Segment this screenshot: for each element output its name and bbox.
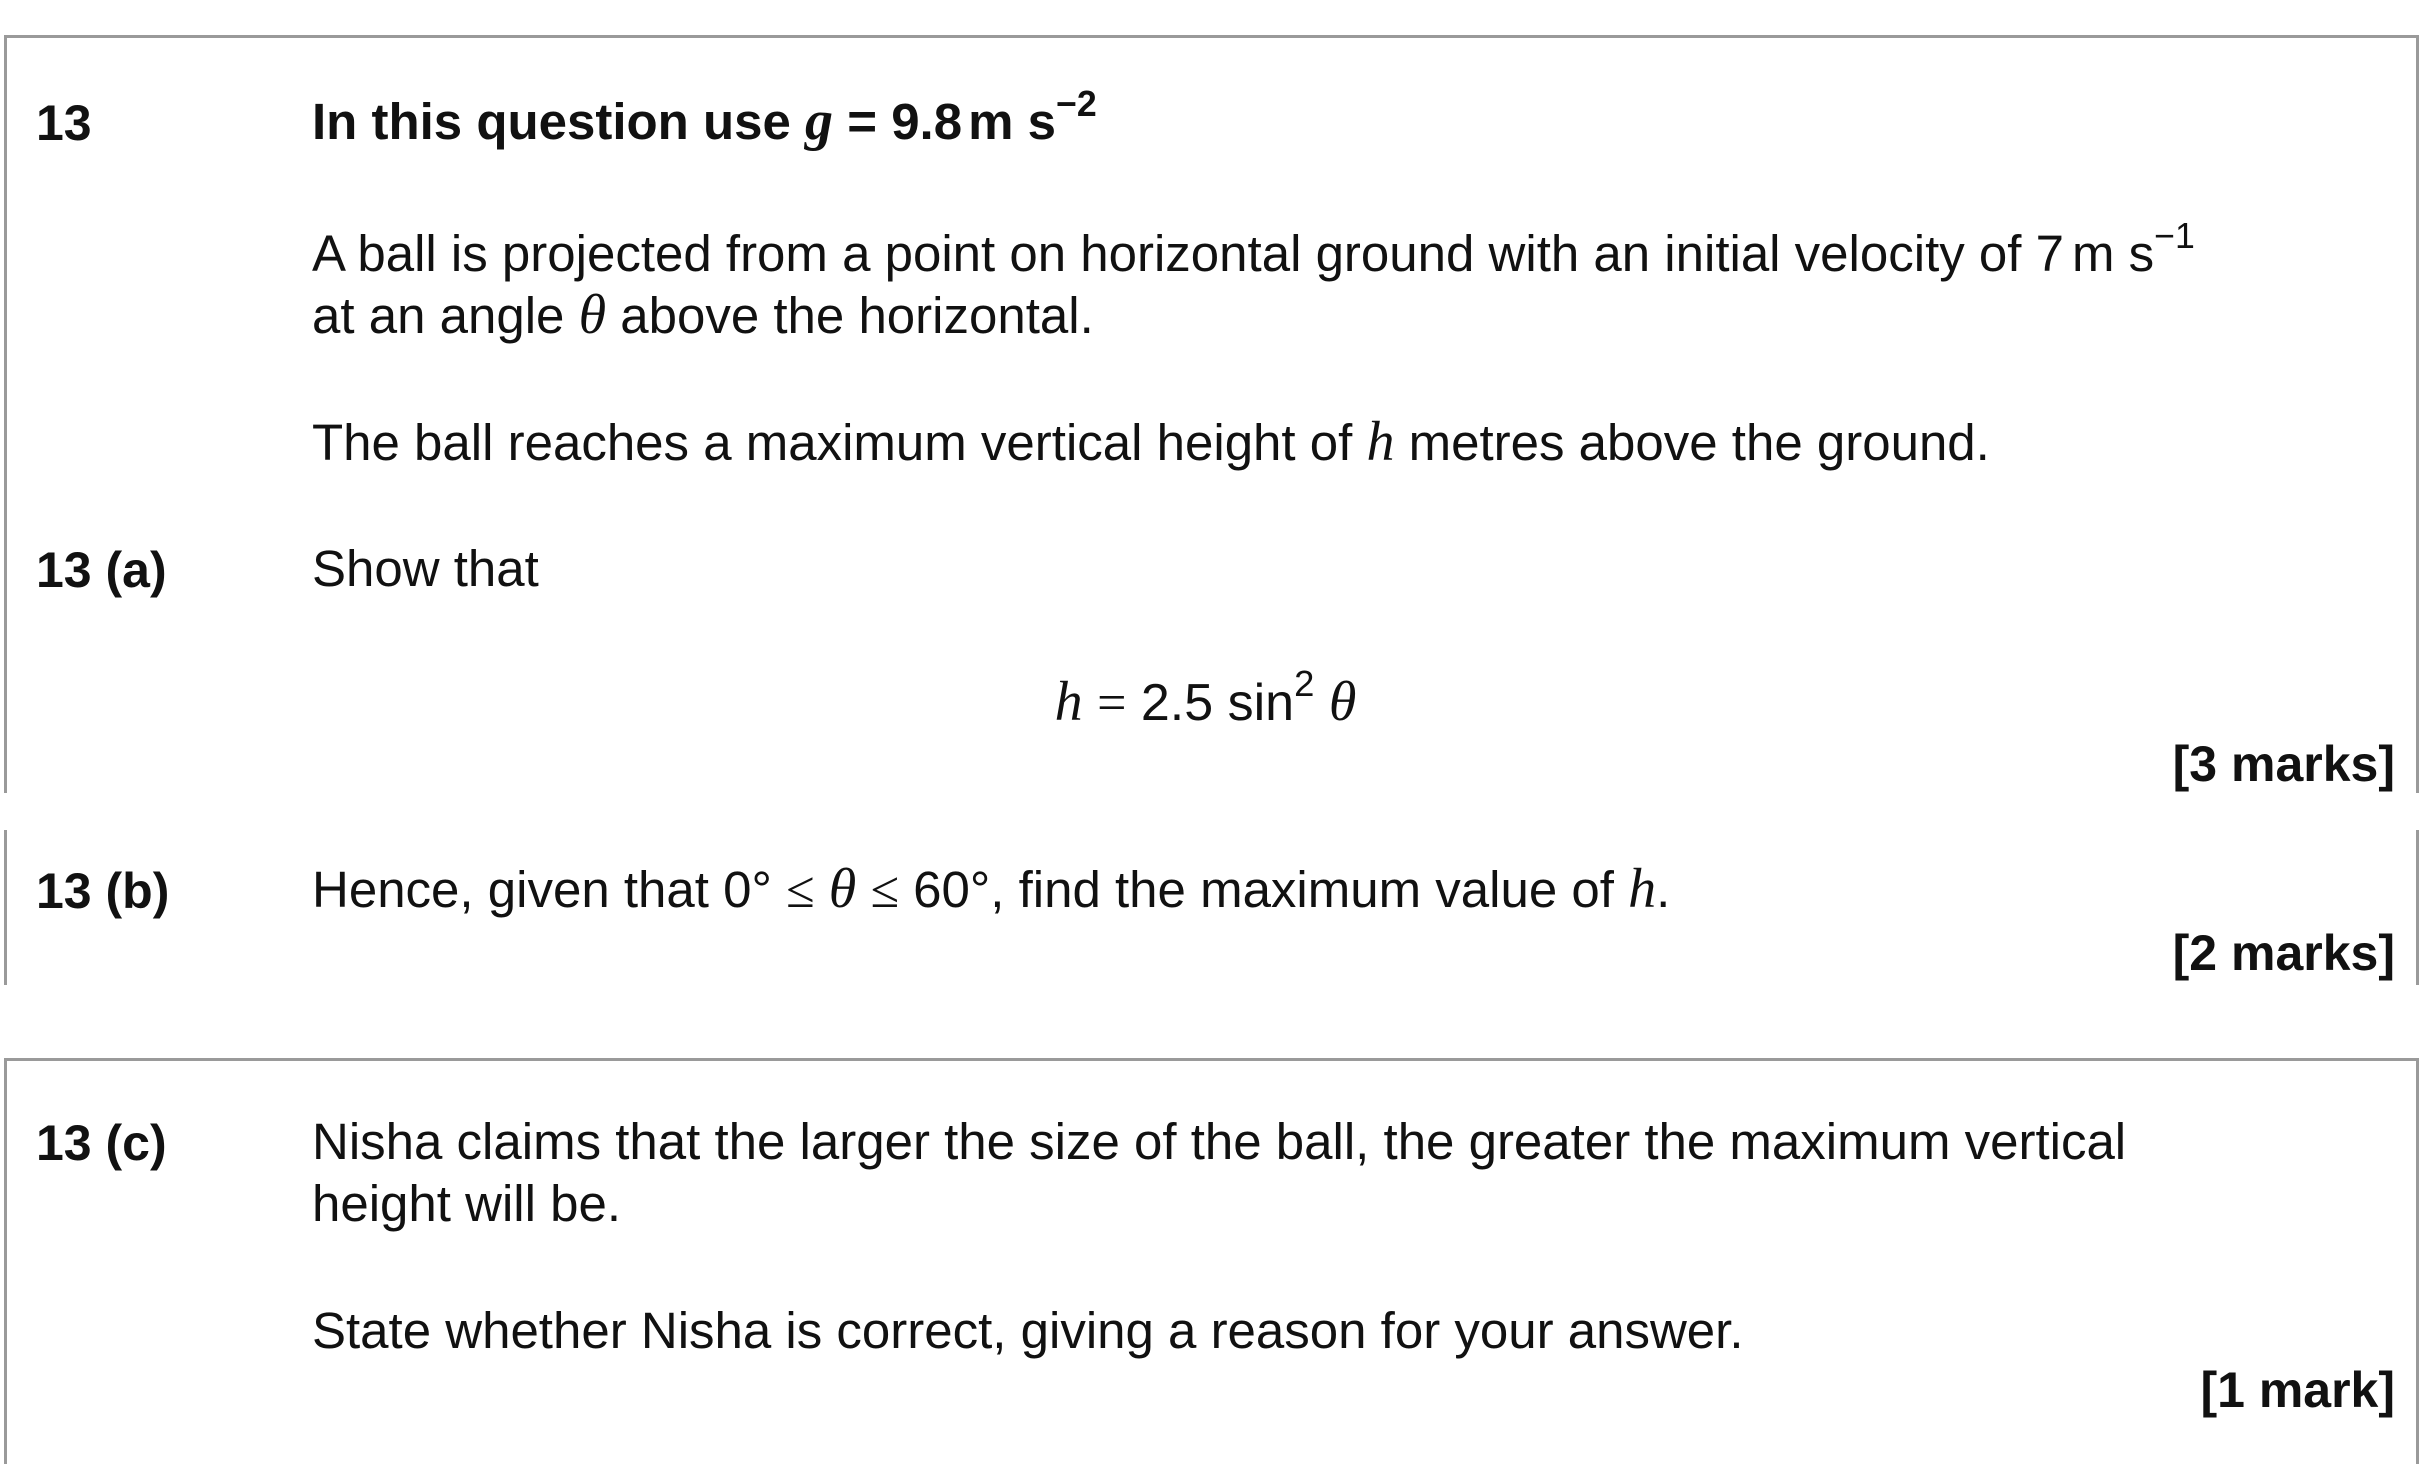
frame-left-line-mid xyxy=(4,830,7,985)
formula-coefficient: 2.5 sin xyxy=(1140,674,1295,732)
intro-line-2-before: at an angle xyxy=(312,287,565,344)
height-before: The ball reaches a maximum vertical height of xyxy=(312,414,1353,471)
g-equals: = xyxy=(847,93,878,150)
part-a-prompt: Show that xyxy=(312,540,539,597)
question-number: 13 xyxy=(36,95,92,151)
part-b-leq-2: ≤ xyxy=(870,862,899,919)
part-a-marks: [3 marks] xyxy=(2172,736,2395,792)
part-b-var: h xyxy=(1628,858,1657,920)
part-a-formula xyxy=(0,663,2423,734)
part-b-after: . xyxy=(1656,861,1671,918)
part-b-middle: 60°, find the maximum value of xyxy=(913,861,1614,918)
intro-line-2-after: above the horizontal. xyxy=(620,287,1094,344)
formula-exponent: 2 xyxy=(1294,663,1315,705)
intro-line-1-exponent: −1 xyxy=(2154,215,2195,256)
part-b-label: 13 (b) xyxy=(36,863,170,919)
frame-top-line xyxy=(4,35,2419,38)
part-b-text xyxy=(312,858,1670,922)
g-unit: m s xyxy=(968,93,1056,150)
part-b-before: Hence, given that 0° xyxy=(312,861,772,918)
part-c-line-1: Nisha claims that the larger the size of the ball, the greater the maximum vertical xyxy=(312,1113,2127,1170)
part-b-marks: [2 marks] xyxy=(2172,925,2395,981)
part-b-leq-1: ≤ xyxy=(786,862,815,919)
intro-line-1-unit: m s xyxy=(2071,225,2155,282)
height-var: h xyxy=(1366,411,1395,473)
part-c-line-3: State whether Nisha is correct, giving a reason for your answer. xyxy=(312,1302,1744,1359)
formula-theta: θ xyxy=(1328,671,1357,733)
g-unit-exponent: −2 xyxy=(1055,83,1097,124)
header-prefix: In this question use xyxy=(312,93,791,150)
intro-line-1 xyxy=(312,215,2195,285)
frame-lower-top-line xyxy=(4,1058,2419,1061)
height-after: metres above the ground. xyxy=(1408,414,1990,471)
intro-theta: θ xyxy=(578,284,607,346)
g-symbol: g xyxy=(805,90,834,152)
height-line xyxy=(312,411,1990,474)
part-a-label: 13 (a) xyxy=(36,542,167,598)
intro-line-1-text: A ball is projected from a point on horizontal ground with an initial velocity of 7 xyxy=(312,225,2064,282)
frame-right-line-bottom xyxy=(2416,1058,2419,1464)
part-b-theta: θ xyxy=(828,858,857,920)
part-c-label: 13 (c) xyxy=(36,1115,167,1171)
g-value: 9.8 xyxy=(891,93,963,150)
intro-line-2 xyxy=(312,284,1094,347)
part-c-marks: [1 mark] xyxy=(2200,1362,2395,1418)
part-c-line-2: height will be. xyxy=(312,1175,622,1232)
question-header xyxy=(312,83,1097,153)
frame-right-line-mid xyxy=(2416,830,2419,985)
formula-lhs: h xyxy=(1054,671,1083,733)
formula-equals: = xyxy=(1097,675,1127,732)
frame-left-line-bottom xyxy=(4,1058,7,1464)
